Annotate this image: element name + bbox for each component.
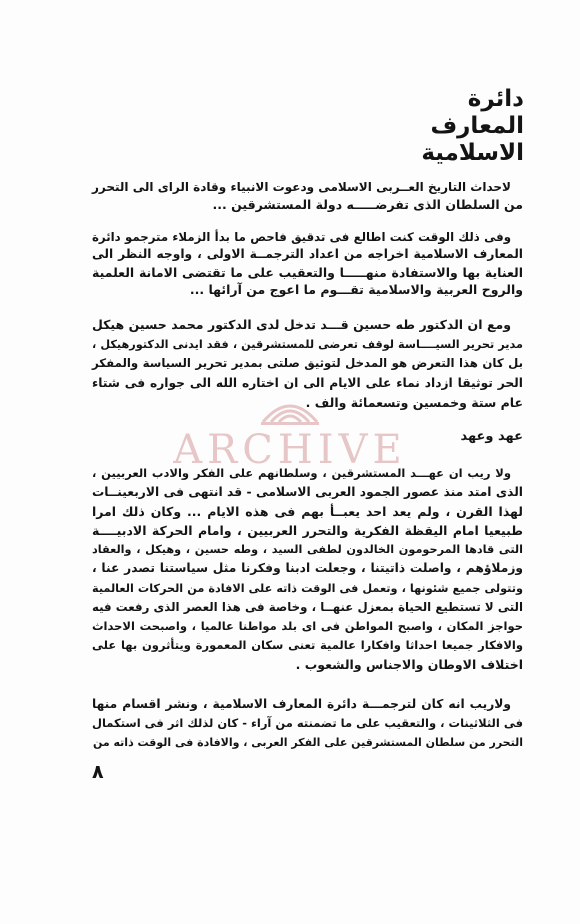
text-line: وزملاؤهم ، واصلت ذاتيتنا ، وجعلت ادبنا وفكرنا مثل سياستنا تصدر عنا ،: [92, 561, 523, 576]
text-line: المعارف الاسلامية اخراجه من اعداد الترجمــة الاولى ، واوجه النظر الى: [92, 247, 523, 262]
text-line: عام ستة وخمسين وتسعمائة والف .: [305, 395, 523, 410]
paragraph-1: [92, 178, 523, 214]
text-line: ولاريب انه كان لترجمـــة دائرة المعارف الاسلامية ، ونشر اقسام منها: [92, 697, 511, 711]
text-line: التى لا تستطيع الحياة بمعزل عنهــا ، وخاصة فى هذا العصر الذى رفعت فيه: [92, 599, 523, 614]
text-line: والافكار جميعا احداثا وافكارا عالمية تعنى سكان المعمورة ويتأثرون بها على: [92, 637, 523, 652]
text-line: ومع ان الدكتور طه حسين قـــد تدخل لدى الدكتور محمد حسين هيكل: [92, 317, 511, 332]
text-line: من السلطان الذى تفرضـــــه دولة المستشرقين ...: [212, 197, 523, 212]
text-line: مدير تحرير السيــــاسة لوقف تعرضى للمستشرقين ، فقد ايدنى الدكتورهيكل ،: [92, 337, 523, 351]
text-line: وتتولى جميع شئونها ، وتعمل فى الوقت ذاته على الافادة من الحركات العالمية: [92, 581, 523, 595]
text-line: بل كان هذا التعرض هو المدخل لتوثيق صلتى بمدير تحرير السياسة والمفكر: [92, 356, 523, 370]
title-line-3: الاسلامية: [421, 140, 524, 166]
text-line: ولا ريب ان عهـــد المستشرقين ، وسلطانهم على الفكر والادب العربيين ،: [92, 466, 511, 480]
section-heading: عهد وعهد: [460, 429, 523, 444]
text-line: وفى ذلك الوقت كنت اطالع فى تدقيق فاحص ما بدأ الزملاء مترجمو دائرة: [92, 230, 511, 244]
book-title: [324, 86, 524, 167]
paragraph-3: [92, 315, 523, 413]
text-line: والروح العربية والاسلامية تقـــوم ما اعوج من آرائها ...: [189, 282, 523, 298]
text-line: التى قادها المرحومون الخالدون لطفى السيد ، وطه حسين ، وهيكل ، والعقاد: [92, 543, 523, 557]
title-line-1: دائرة: [467, 86, 524, 112]
text-line: الذى امتد منذ عصور الجمود العربى الاسلامى - قد انتهى فى الاربعينــات: [92, 485, 523, 500]
text-line: لاحداث التاريخ العــربى الاسلامى ودعوت الانبياء وقادة الراى الى التحرر: [92, 180, 511, 194]
text-line: طبيعيا امام اليقظة الفكرية والتحرر العربيين ، وامام الحركة الادبيــــة: [92, 523, 523, 539]
paragraph-5: [92, 695, 523, 752]
text-line: حواجز المكان ، واصبح المواطن فى اى بلد مواطنا عالميا ، واصبحت الاحداث: [92, 618, 523, 633]
text-line: الحر توثيقا ازداد نماء على الايام الى ان اختاره الله الى جواره فى شتاء: [92, 375, 523, 390]
paragraph-2: [92, 229, 523, 299]
text-line: فى الثلاثينات ، والتعقيب على ما تضمنته من آراء - كان لذلك اثر فى استكمال: [92, 716, 523, 730]
title-line-2: المعارف: [430, 113, 524, 139]
watermark-text: ARCHIVE: [173, 427, 407, 473]
text-line: التحرر من سلطان المستشرقين على الفكر العربى ، والافادة فى الوقت ذاته من: [92, 736, 523, 749]
paragraph-4: [92, 464, 523, 674]
text-line: اختلاف الاوطان والاجناس والشعوب .: [295, 656, 523, 672]
text-line: لهذا القرن ، ولم يعد احد يعبــأ بهم فى هذه الايام ... وكان ذلك امرا: [92, 504, 523, 520]
page-number: ٨: [92, 761, 104, 783]
text-line: العناية بها والاستفادة منهـــــا والتعقيب على ما تقتضى الامانة العلمية: [92, 264, 523, 280]
